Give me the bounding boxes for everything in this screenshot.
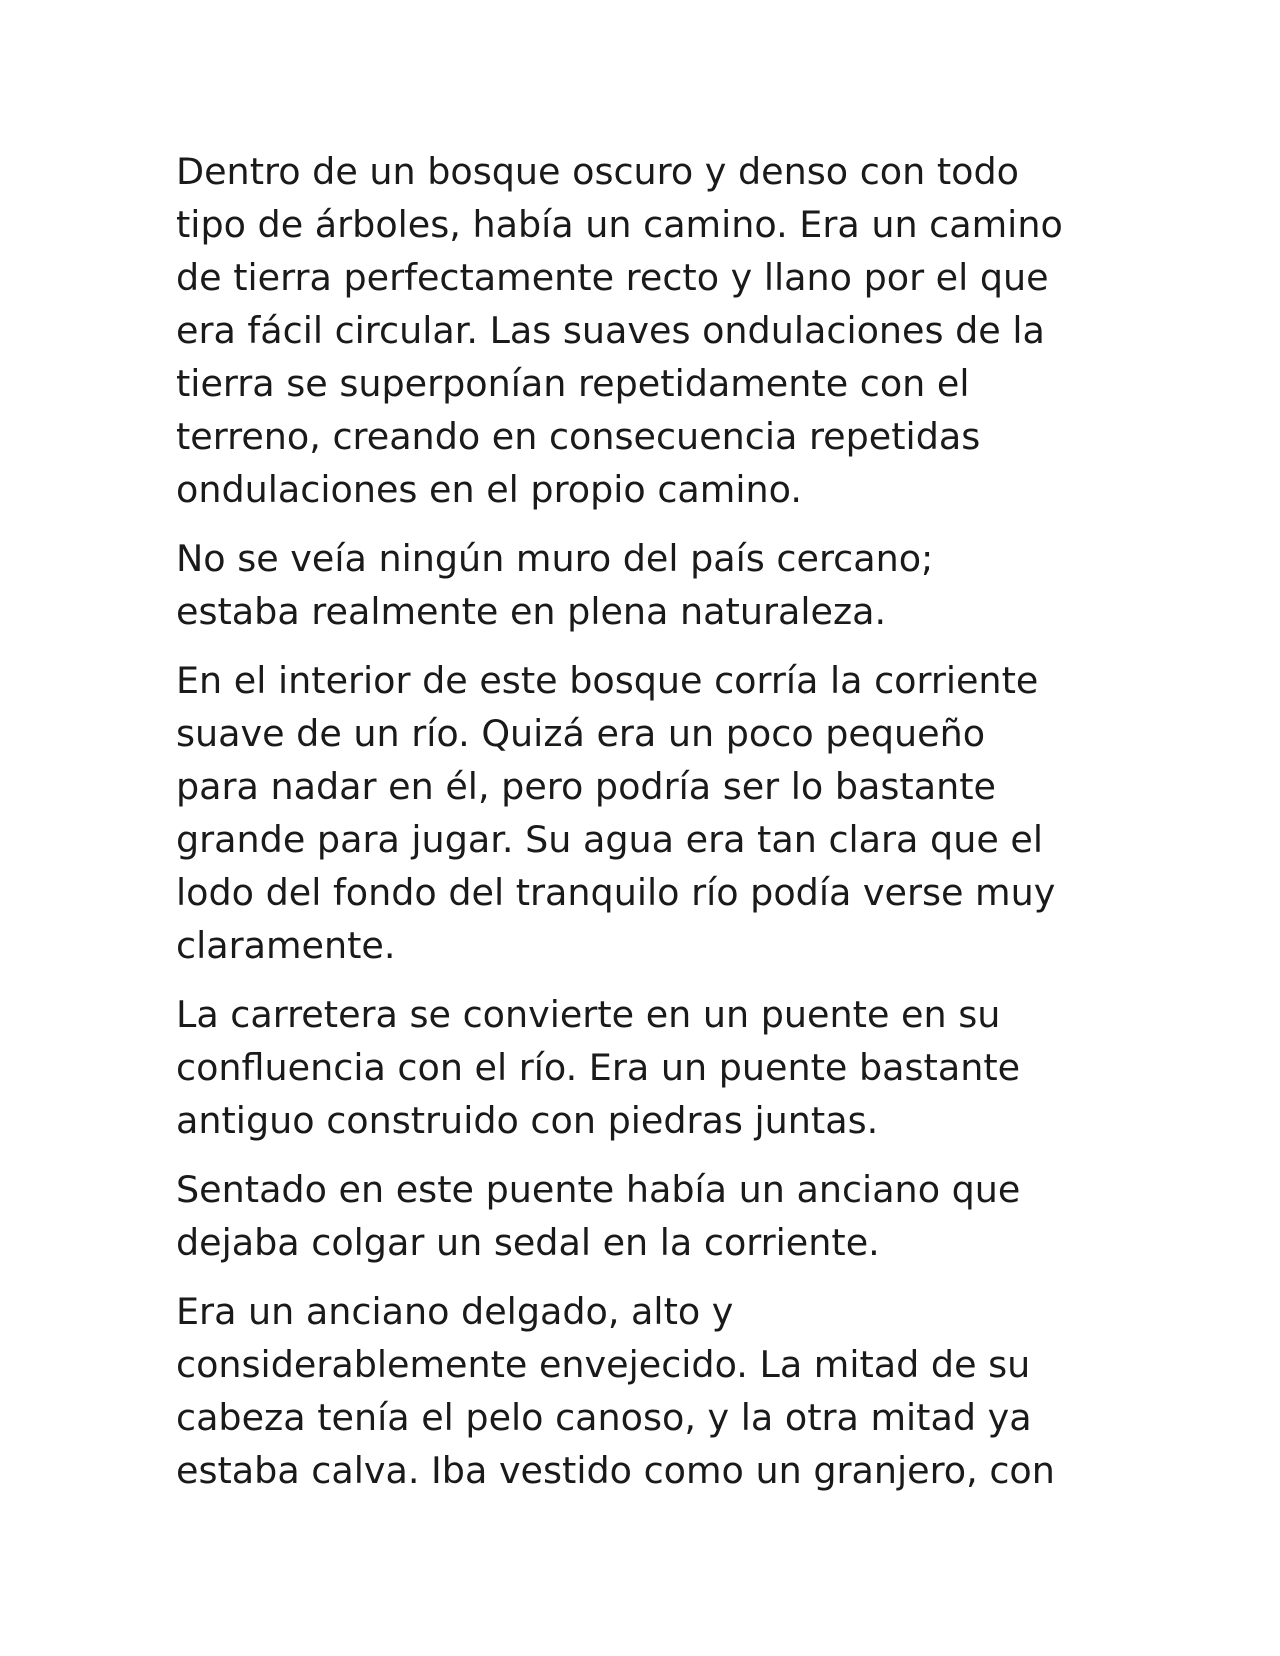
text-line: considerablemente envejecido. La mitad de su xyxy=(176,1343,1031,1386)
text-line: En el interior de este bosque corría la corriente xyxy=(176,659,1039,702)
text-line: antiguo construido con piedras juntas. xyxy=(176,1099,879,1142)
text-line: terreno, creando en consecuencia repetidas xyxy=(176,415,981,458)
text-line: Dentro de un bosque oscuro y denso con todo xyxy=(176,150,1019,193)
text-line: tipo de árboles, había un camino. Era un camino xyxy=(176,203,1063,246)
text-line: tierra se superponían repetidamente con el xyxy=(176,362,970,405)
text-line: cabeza tenía el pelo canoso, y la otra mitad ya xyxy=(176,1396,1032,1439)
text-line: estaba realmente en plena naturaleza. xyxy=(176,590,887,633)
text-line: para nadar en él, pero podría ser lo bastante xyxy=(176,765,996,808)
text-line: grande para jugar. Su agua era tan clara que el xyxy=(176,818,1043,861)
text-line: claramente. xyxy=(176,924,396,967)
text-line: La carretera se convierte en un puente en su xyxy=(176,993,1001,1036)
paragraph xyxy=(176,532,1116,638)
text-line: Era un anciano delgado, alto y xyxy=(176,1290,734,1333)
text-line: dejaba colgar un sedal en la corriente. xyxy=(176,1221,880,1264)
text-line: Sentado en este puente había un anciano que xyxy=(176,1168,1021,1211)
paragraph xyxy=(176,1285,1116,1497)
text-line: era fácil circular. Las suaves ondulaciones de la xyxy=(176,309,1045,352)
paragraph xyxy=(176,988,1116,1147)
paragraph xyxy=(176,145,1116,516)
text-line: No se veía ningún muro del país cercano; xyxy=(176,537,934,580)
paragraph xyxy=(176,1163,1116,1269)
text-line: lodo del fondo del tranquilo río podía verse muy xyxy=(176,871,1056,914)
body-text xyxy=(176,145,1116,1513)
text-line: de tierra perfectamente recto y llano por el que xyxy=(176,256,1049,299)
paragraph xyxy=(176,654,1116,972)
text-line: suave de un río. Quizá era un poco pequeño xyxy=(176,712,986,755)
text-line: estaba calva. Iba vestido como un granjero, con xyxy=(176,1449,1055,1492)
text-line: ondulaciones en el propio camino. xyxy=(176,468,802,511)
text-line: confluencia con el río. Era un puente bastante xyxy=(176,1046,1021,1089)
